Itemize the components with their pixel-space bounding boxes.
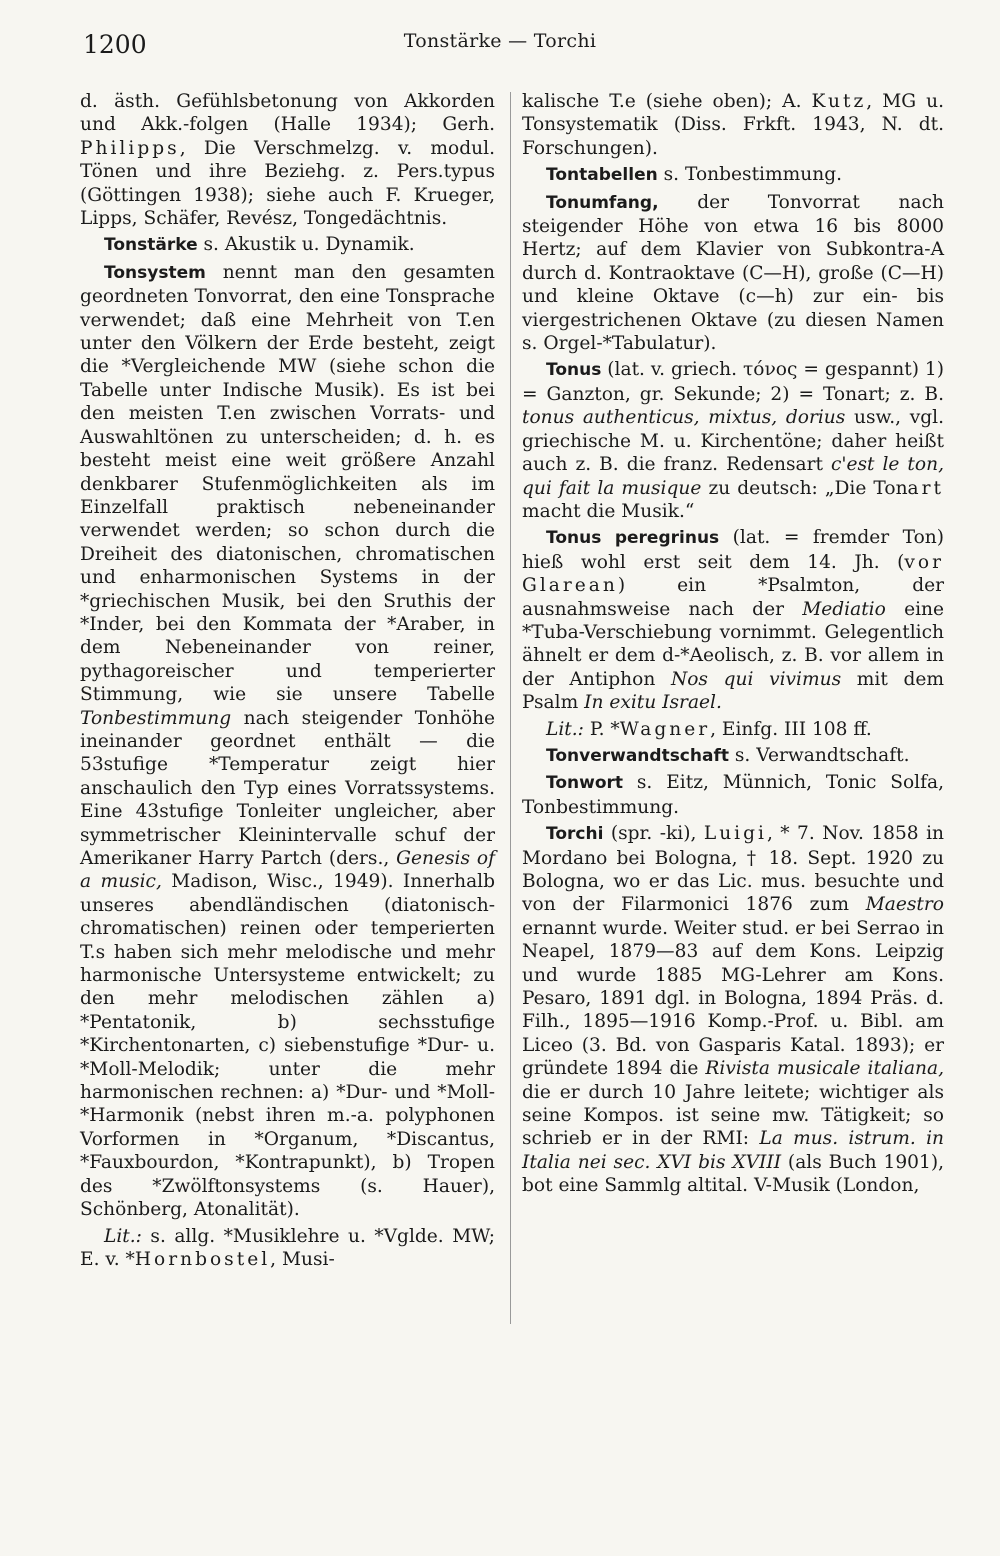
right-column: [522, 90, 944, 1201]
literature-note: Lit.: P. *Wagner, Einfg. III 108 ff.: [546, 718, 872, 740]
entry-tonus: Tonus (lat. v. griech. τόνος = gespannt) 1) = Ganzton, gr. Sekunde; 2) = Tonart; z. B. tonus authenticus, mixtus, dorius usw., vgl. griechische M. u. Kirchentöne; daher heißt auch z. B. die franz. Redensart c'est le ton, qui fait la musique zu deutsch: „Die Tonart macht die Musik.“: [522, 359, 944, 522]
entry-torchi: Torchi (spr. -ki), Luigi, * 7. Nov. 1858 in Mordano bei Bologna, † 18. Sept. 1920 zu Bologna, wo er das Lic. mus. besuchte und von der Filarmonici 1876 zum Maestro ernannt wurde. Weiter stud. er bei Serrao in Neapel, 1879—83 auf dem Kons. Leipzig und wurde 1885 MG-Lehrer am Kons. Pesaro, 1891 dgl. in Bologna, 1894 Präs. d. Filh., 1895—1916 Komp.-Prof. u. Bibl. am Liceo (3. Bd. von Gasparis Katal. 1893); er gründete 1894 die Rivista musicale italiana, die er durch 10 Jahre leitete; wichtiger als seine Kompos. ist seine mw. Tätigkeit; so schrieb er in der RMI: La mus. istrum. in Italia nei sec. XVI bis XVIII (als Buch 1901), bot eine Sammlg altital. V-Musik (London,: [522, 823, 944, 1197]
headword: Tonus: [546, 360, 602, 381]
literature-note: Lit.: s. allg. *Musiklehre u. *Vglde. MW; E. v. *Hornbostel, Musi-: [80, 1225, 495, 1270]
entry-tonwort: Tonwort s. Eitz, Münnich, Tonic Solfa, Tonbestimmung.: [522, 772, 944, 818]
headword: Tonverwandtschaft: [546, 745, 729, 766]
headword: Tonsystem: [104, 262, 206, 283]
entry-tonumfang: Tonumfang, der Tonvorrat nach steigender Höhe von etwa 16 bis 8000 Hertz; auf dem Klavier von Subkontra-A durch d. Kontraoktave (C—H), große (C—H) und kleine Oktave (c—h) zur ein- bis viergestrichenen Oktave (zu diesen Namen s. Orgel-*Tabulatur).: [522, 191, 944, 355]
entry-continuation: kalische T.e (siehe oben); A. Kutz, MG u. Tonsystematik (Diss. Frkft. 1943, N. dt. Forschungen).: [522, 91, 944, 159]
entry-tonstaerke: Tonstärke s. Akustik u. Dynamik.: [104, 234, 415, 256]
headword: Tonstärke: [104, 235, 198, 256]
headword: Tonwort: [546, 773, 624, 794]
headword: Tonus peregrinus: [546, 528, 720, 549]
entry-tonus-peregrinus: Tonus peregrinus (lat. = fremder Ton) hieß wohl erst seit dem 14. Jh. (vor Glarean) ein *Psalmton, der ausnahmsweise nach der Mediatio eine *Tuba-Verschiebung vornimmt. Gelegentlich ähnelt er dem d-*Aeolisch, z. B. vor allem in der Antiphon Nos qui vivimus mit dem Psalm In exitu Israel.: [522, 527, 944, 714]
headword: Tonumfang,: [546, 192, 659, 213]
page-number: 1200: [83, 30, 147, 59]
column-divider: [510, 92, 511, 1324]
entry-tontabellen: Tontabellen s. Tonbestimmung.: [546, 164, 843, 186]
entry-continuation: d. ästh. Gefühlsbetonung von Akkorden und Akk.-folgen (Halle 1934); Gerh. Philipps, Die Verschmelzg. v. modul. Tönen und ihre Beziehg. z. Pers.typus (Göttingen 1938); siehe auch F. Krueger, Lipps, Schäfer, Revész, Tongedächtnis.: [80, 91, 495, 230]
entry-tonsystem: Tonsystem nennt man den gesamten geordneten Tonvorrat, den eine Tonsprache verwendet; daß eine Mehrheit von T.en unter den Völkern der Erde besteht, zeigt die *Vergleichende MW (siehe schon die Tabelle unter Indische Musik). Es ist bei den meisten T.en zwischen Vorrats- und Auswahltönen zu unterscheiden; d. h. es besteht meist eine weit größere Anzahl denkbarer Stufenmöglichkeiten als im Einzelfall praktisch nebeneinander verwendet werden; so schon durch die Dreiheit des diatonischen, chromatischen und enharmonischen Systems in der *griechischen Musik, bei den Sruthis der *Inder, bei den Kommata der *Araber, in dem Nebeneinander von reiner, pythagoreischer und temperierter Stimmung, wie sie unsere Tabelle Tonbestimmung nach steigender Tonhöhe ineinander geordnet enthält — die 53stufige *Temperatur zeigt hier anschaulich den Typ eines Vorratssystems. Eine 43stufige Tonleiter ungleicher, aber symmetrischer Kleinintervalle schuf der Amerikaner Harry Partch (ders., Genesis of a music, Madison, Wisc., 1949). Innerhalb unseres abendländischen (diatonisch-chromatischen) reinen oder temperierten T.s haben sich mehr melodische und mehr harmonische Untersysteme entwickelt; zu den mehr melodischen zählen a) *Pentatonik, b) sechsstufige *Kirchentonarten, c) siebenstufige *Dur- u. *Moll-Melodik; unter die mehr harmonischen rechnen: a) *Dur- und *Moll-*Harmonik (nebst ihren m.-a. polyphonen Vorformen in *Organum, *Discantus, *Fauxbourdon, *Kontrapunkt), b) Tropen des *Zwölftonsystems (s. Hauer), Schönberg, Atonalität).: [80, 261, 496, 1221]
running-title: Tonstärke — Torchi: [403, 30, 597, 52]
headword: Tontabellen: [546, 165, 658, 186]
entry-tonverwandtschaft: Tonverwandtschaft s. Verwandtschaft.: [546, 744, 910, 766]
headword: Torchi: [546, 824, 604, 845]
left-column: [80, 90, 495, 1274]
